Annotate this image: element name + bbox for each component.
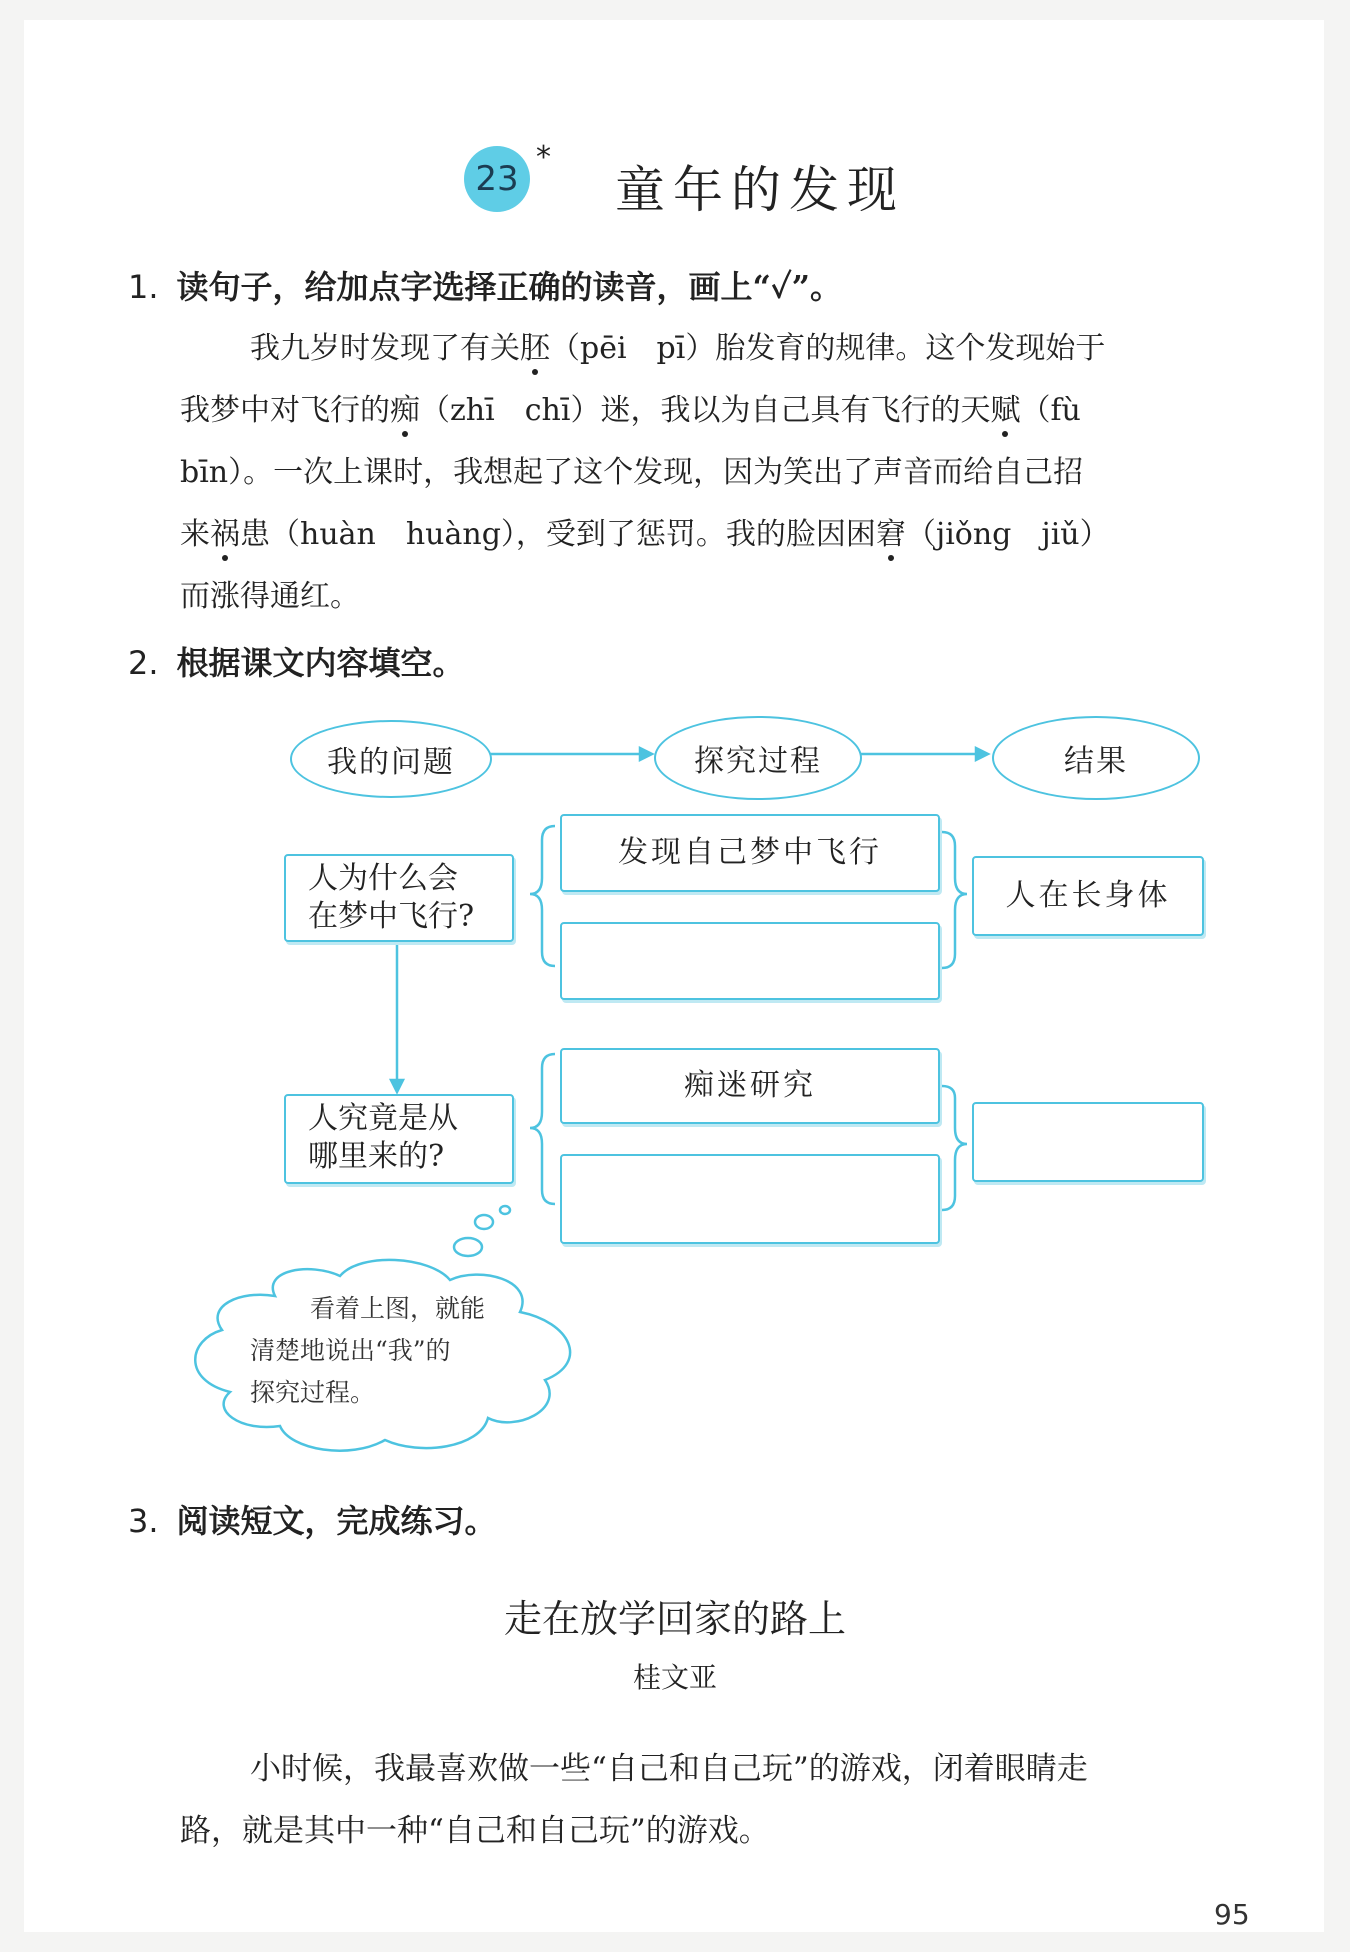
thought-bubble (454, 1238, 482, 1256)
dotted-char: 祸 (210, 517, 240, 552)
story-line: 路，就是其中一种“自己和自己玩”的游戏。 (180, 1813, 770, 1849)
q2-instruction: 根据课文内容填空。 (176, 644, 465, 682)
oval-process: 探究过程 (654, 716, 862, 800)
result-box-2-blank[interactable] (972, 1102, 1204, 1182)
q1-line: 来祸患（huàn huàng），受到了惩罚。我的脸因困窘（jiǒng jiǔ） (180, 517, 1110, 552)
thought-bubble (475, 1215, 493, 1229)
left-brace (530, 826, 555, 966)
process-box-2b-blank[interactable] (560, 1154, 940, 1244)
down-arrow-head (391, 1080, 403, 1092)
arrow-head (640, 748, 652, 760)
question-box-1: 人为什么会 在梦中飞行? (284, 854, 514, 942)
story-line: 小时候，我最喜欢做一些“自己和自己玩”的游戏，闭着眼睛走 (250, 1751, 1088, 1787)
optional-lesson-mark: * (536, 140, 551, 175)
q1-line: 我九岁时发现了有关胚（pēi pī）胎发育的规律。这个发现始于 (250, 331, 1106, 366)
process-box-2a: 痴迷研究 (560, 1048, 940, 1124)
q2-number: 2. (128, 644, 159, 682)
result-box-1: 人在长身体 (972, 856, 1204, 936)
oval-my-question: 我的问题 (290, 720, 492, 798)
right-brace (942, 1086, 967, 1210)
left-brace (530, 1054, 555, 1204)
arrow-head (976, 748, 988, 760)
oval-result: 结果 (992, 716, 1200, 800)
story-text (180, 1738, 1230, 1862)
q1-line: 而涨得通红。 (180, 579, 360, 614)
q3-instruction: 阅读短文，完成练习。 (176, 1502, 497, 1540)
lesson-number-badge: 23 (464, 146, 530, 212)
dotted-char: 胚 (520, 331, 550, 366)
dotted-char: 赋 (990, 393, 1021, 428)
page-number: 95 (1214, 1898, 1250, 1931)
story-author: 桂文亚 (632, 1661, 717, 1694)
q1-instruction: 读句子，给加点字选择正确的读音，画上“✓”。 (176, 268, 842, 306)
right-brace (942, 832, 967, 968)
thought-bubble (500, 1206, 510, 1214)
dotted-char: 痴 (390, 393, 420, 428)
q1-line: 我梦中对飞行的痴（zhī chī）迷，我以为自己具有飞行的天赋（fù (180, 393, 1081, 428)
q3-heading (128, 1496, 497, 1542)
process-box-1b-blank[interactable] (560, 922, 940, 1000)
q1-line: bīn）。一次上课时，我想起了这个发现，因为笑出了声音而给自己招 (180, 455, 1084, 490)
lesson-title: 童年的发现 (615, 161, 905, 219)
cloud-hint: 看着上图，就能 清楚地说出“我”的 探究过程。 (250, 1294, 486, 1407)
q1-number: 1. (128, 268, 159, 306)
dotted-char: 窘 (875, 517, 906, 552)
story-title: 走在放学回家的路上 (503, 1597, 846, 1641)
q3-number: 3. (128, 1502, 159, 1540)
question-box-2: 人究竟是从 哪里来的? (284, 1094, 514, 1184)
process-box-1a: 发现自己梦中飞行 (560, 814, 940, 892)
